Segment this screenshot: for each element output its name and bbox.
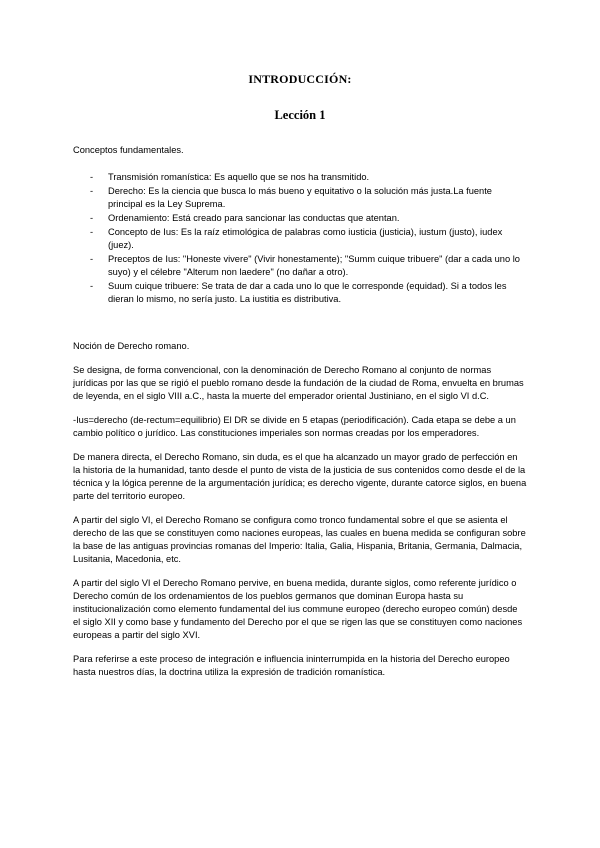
- list-item: [73, 171, 527, 184]
- bullet-dash: -: [90, 227, 94, 237]
- bullet-dash: -: [90, 254, 94, 264]
- paragraph: -Ius=derecho (de-rectum=equilibrio) El DR se divide en 5 etapas (periodificación). Cada etapa se debe a un cambio político o jurídico. Las constituciones imperiales son normas creadas por los emperadores.: [73, 415, 516, 438]
- paragraph: A partir del siglo VI, el Derecho Romano se configura como tronco fundamental sobre el que se asienta el derecho de las que se constituyen como naciones europeas, las cuales en buena medida se configuran sobre la base de las antiguas provincias romanas del Imperio: Italia, Galia, Hispania, Britania, Germania, Dalmacia, Lusitania, Macedonia, etc.: [73, 515, 526, 564]
- concept-text: Suum cuique tribuere: Se trata de dar a cada uno lo que le corresponde (equidad). Si a todos les dieran lo mismo, no sería justo. La iustitia es distributiva.: [108, 281, 507, 304]
- list-item: [73, 185, 527, 211]
- concept-text: Ordenamiento: Está creado para sancionar las conductas que atentan.: [108, 213, 400, 223]
- concepts-heading: Conceptos fundamentales.: [73, 145, 184, 155]
- paragraph: Se designa, de forma convencional, con la denominación de Derecho Romano al conjunto de normas jurídicas por las que se rigió el pueblo romano desde la fundación de la ciudad de Roma, envuelta en brumas de leyenda, en el siglo VIII a.C., hasta la muerte del emperador oriental Justiniano, en el siglo VI d.C.: [73, 365, 524, 401]
- paragraph: A partir del siglo VI el Derecho Romano pervive, en buena medida, durante siglos, como referente jurídico o Derecho común de los ordenamientos de los pueblos germanos que dominan Europa hasta su institucionalización como elemento fundamental del ius commune europeo (derecho europeo común) desde el siglo XII y como base y fundamento del Derecho por el que se rigen las que se constituyen como naciones europeas a partir del siglo XVI.: [73, 578, 523, 640]
- list-item: [73, 280, 527, 306]
- document-body: [73, 144, 527, 690]
- concept-text: Transmisión romanística: Es aquello que se nos ha transmitido.: [108, 172, 370, 182]
- document-title: INTRODUCCIÓN:: [248, 72, 352, 86]
- paragraph: De manera directa, el Derecho Romano, sin duda, es el que ha alcanzado un mayor grado de perfección en la historia de la humanidad, tanto desde el punto de vista de la justicia de sus contenidos como desde el de la técnica y la lógica perenne de la argumentación jurídica; es derecho vigente, durante catorce siglos, en buena parte del territorio europeo.: [73, 452, 527, 501]
- concepts-list: [73, 171, 527, 306]
- section-heading: Noción de Derecho romano.: [73, 341, 190, 351]
- bullet-dash: -: [90, 172, 94, 182]
- list-item: [73, 212, 527, 225]
- paragraph: Para referirse a este proceso de integración e influencia ininterrumpida en la historia del Derecho europeo hasta nuestros días, la doctrina utiliza la expresión de tradición romanística.: [73, 654, 510, 677]
- list-item: [73, 253, 527, 279]
- bullet-dash: -: [90, 213, 94, 223]
- lesson-title: Lección 1: [274, 108, 326, 122]
- bullet-dash: -: [90, 281, 94, 291]
- list-item: [73, 226, 527, 252]
- bullet-dash: -: [90, 186, 94, 196]
- concept-text: Concepto de Ius: Es la raíz etimológica de palabras como iusticia (justicia), iustum (justo), iudex (juez).: [108, 227, 503, 250]
- concept-text: Preceptos de Ius: "Honeste vivere" (Vivir honestamente); "Summ cuique tribuere" (dar a cada uno lo suyo) y el célebre "Alterum non laedere" (no dañar a otro).: [108, 254, 520, 277]
- concept-text: Derecho: Es la ciencia que busca lo más bueno y equitativo o la solución más justa.La fuente principal es la Ley Suprema.: [108, 186, 492, 209]
